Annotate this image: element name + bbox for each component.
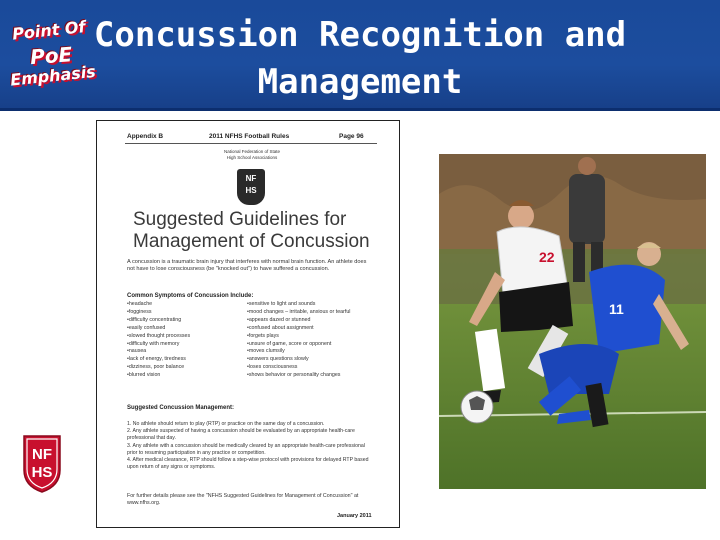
- symptom-item: • lack of energy, tiredness: [127, 356, 245, 364]
- soccer-photo: [439, 154, 706, 489]
- document-title-line-2: Management of Concussion: [133, 231, 370, 252]
- header-banner: [0, 0, 720, 108]
- running-head-rule: [125, 143, 377, 144]
- symptoms-heading: Common Symptoms of Concussion Include:: [127, 293, 254, 299]
- org-line-1: National Federation of State: [223, 149, 281, 154]
- management-item: 2. Any athlete suspected of having a concussion should be evaluated by an appropriate health-care professional that day.: [127, 428, 355, 442]
- org-line-2: High School Associations: [226, 155, 278, 160]
- symptom-item: • forgets plays: [247, 333, 379, 341]
- symptom-item: • nausea: [127, 348, 245, 356]
- symptom-item: • confused about assignment: [247, 325, 379, 333]
- symptom-item: • difficulty concentrating: [127, 317, 245, 325]
- document-intro: A concussion is a traumatic brain injury that interferes with normal brain function. An athlete does not have to lose consciousness (be "knocked out") to have suffered a concussion.: [127, 259, 367, 273]
- slide-title: [0, 12, 720, 106]
- header-divider: [0, 108, 720, 111]
- badge-line-1: Point Of: [11, 17, 87, 44]
- management-heading: Suggested Concussion Management:: [127, 405, 235, 411]
- symptom-item: • moves clumsily: [247, 348, 379, 356]
- symptom-item: • mood changes – irritable, anxious or tearful: [247, 309, 379, 317]
- slide-title-line-2: Management: [257, 62, 463, 102]
- nfhs-shield-icon: [237, 169, 265, 205]
- slide-title-line-1: Concussion Recognition and: [93, 15, 627, 55]
- appendix-label: Appendix B: [127, 133, 164, 140]
- symptom-item: • shows behavior or personality changes: [247, 372, 379, 380]
- symptom-item: • appears dazed or stunned: [247, 317, 379, 325]
- document-footer: For further details please see the "NFHS Suggested Guidelines for Management of Concussion" at www.nfhs.org.: [127, 493, 359, 507]
- jersey-number-white: 22: [539, 249, 555, 265]
- jersey-number-blue: 11: [609, 301, 624, 317]
- management-item: 1. No athlete should return to play (RTP) or practice on the same day of a concussion.: [127, 421, 325, 427]
- symptom-item: • answers questions slowly: [247, 356, 379, 364]
- nfhs-logo-text-2: HS: [31, 464, 53, 481]
- symptom-item: • blurred vision: [127, 372, 245, 380]
- symptom-item: • loses consciousness: [247, 364, 379, 372]
- symptom-item: • fogginess: [127, 309, 245, 317]
- nfhs-logo-text-1: NF: [32, 446, 52, 463]
- logo-text-1: NF: [245, 174, 257, 183]
- nfhs-logo-icon: [22, 434, 62, 494]
- symptom-item: • easily confused: [127, 325, 245, 333]
- management-item: 3. Any athlete with a concussion should be medically cleared by an appropriate health-care professional prior to resuming participation in any practice or competition.: [127, 442, 365, 456]
- symptom-item: • slowed thought processes: [127, 333, 245, 341]
- guidelines-document: [96, 120, 400, 528]
- symptom-item: • headache: [127, 301, 245, 309]
- symptoms-list-right: [247, 301, 379, 380]
- document-running-head: [127, 133, 377, 147]
- symptoms-list-left: [127, 301, 245, 380]
- badge-line-3: Emphasis: [9, 61, 97, 90]
- symptom-item: • dizziness, poor balance: [127, 364, 245, 372]
- symptom-item: • difficulty with memory: [127, 341, 245, 349]
- management-list: [127, 421, 375, 471]
- page-label: Page 96: [339, 133, 364, 140]
- organization-name: [207, 149, 297, 161]
- document-date: January 2011: [337, 513, 372, 519]
- symptom-item: • sensitive to light and sounds: [247, 301, 379, 309]
- book-label: 2011 NFHS Football Rules: [209, 133, 290, 140]
- document-title-line-1: Suggested Guidelines for: [133, 209, 347, 230]
- document-title: [133, 209, 379, 253]
- management-item: 4. After medical clearance, RTP should follow a step-wise protocol with provisions for delayed RTP based upon return of any signs or symptoms.: [127, 457, 369, 471]
- symptom-item: • unsure of game, score or opponent: [247, 341, 379, 349]
- badge-line-2: PoE: [29, 42, 73, 70]
- logo-text-2: HS: [245, 186, 257, 195]
